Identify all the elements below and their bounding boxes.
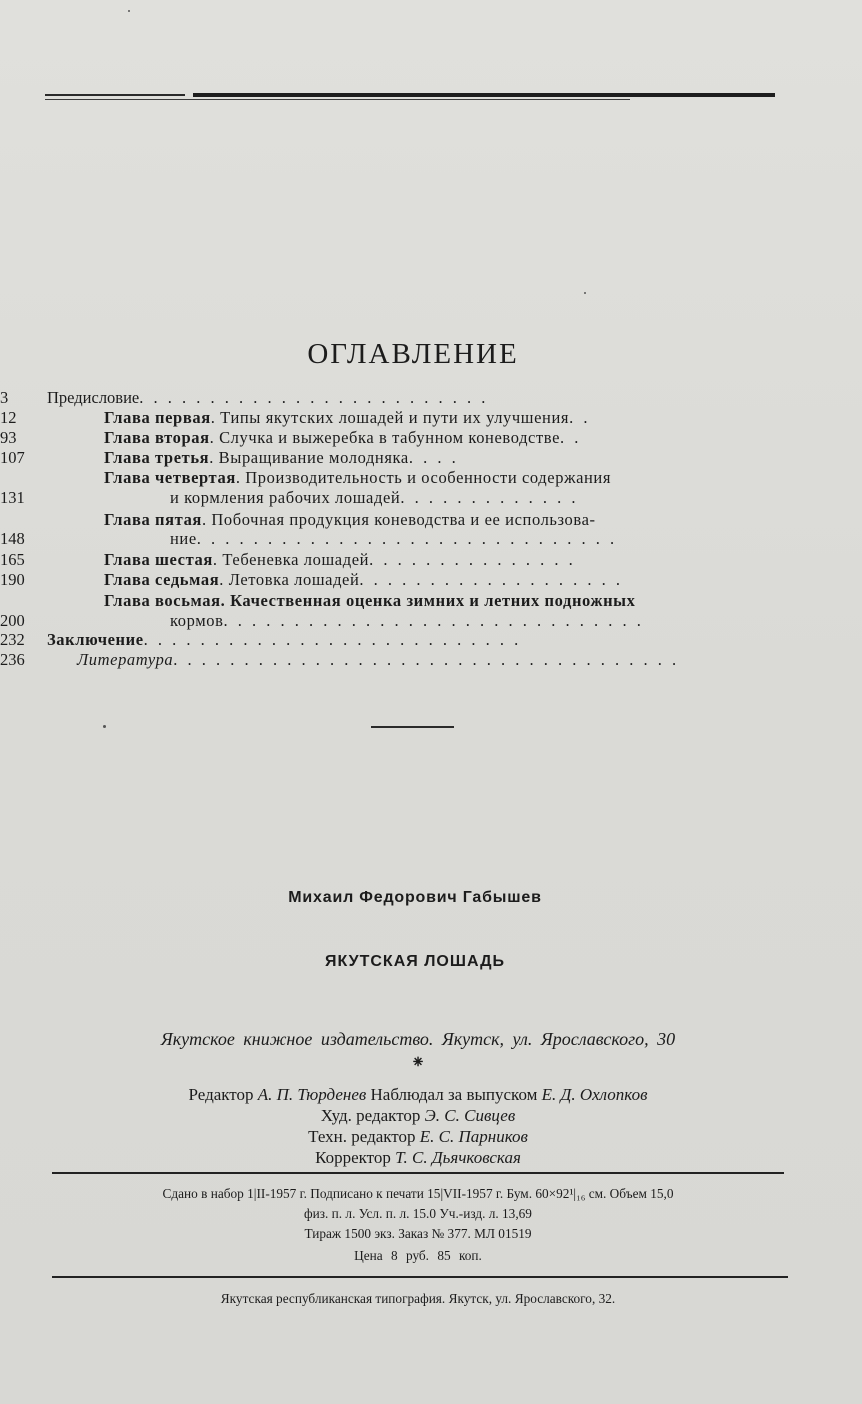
proofreader-name: Т. С. Дьячковская [395,1148,521,1167]
toc-entry: Глава вторая. Случка и выжеребка в табунном коневодстве. . [104,428,582,447]
imprint-rule-bottom [52,1276,788,1278]
supervisor-name: Е. Д. Охлопков [541,1085,648,1104]
toc-page-number: 232 [0,630,25,649]
toc-entry-label: . Побочная продукция коневодства и ее использова- [201,510,596,529]
toc-page-number: 107 [0,448,25,467]
print-details-line: Сдано в набор 1|II-1957 г. Подписано к печати 15|VII-1957 г. Бум. 60×92¹|₁₆ см. Объем 15,0 [162,1186,674,1201]
proofreader-label: Корректор [315,1148,391,1167]
price-line: Цена 8 руб. 85 коп. [354,1248,482,1263]
toc-page-number: 93 [0,428,17,447]
toc-entry-label: Предисловие [47,388,140,407]
print-details-line: физ. п. л. Усл. п. л. 15.0 Уч.-изд. л. 13,69 [304,1206,532,1221]
toc-entry: Глава третья. Выращивание молодняка. . . . [104,448,459,467]
editor-name: А. П. Тюрденев [257,1085,367,1104]
toc-entry-label: Заключение [47,630,144,649]
toc-entry-label: . Случка и выжеребка в табунном коневодстве [209,428,561,447]
toc-entry-label: . Выращивание молодняка [209,448,409,467]
tech-editor-label: Техн. редактор [308,1127,416,1146]
toc-page-number: 190 [0,570,25,589]
asterism-ornament: ⁕ [410,1052,426,1072]
toc-page-number: 148 [0,529,25,548]
paper-speck [103,725,106,728]
toc-entry [104,510,596,530]
print-details-line: Тираж 1500 экз. Заказ № 377. МЛ 01519 [304,1226,532,1241]
toc-entry-label: . Тебеневка лошадей [212,550,370,569]
paper-speck [128,10,130,12]
toc-entry: Глава седьмая. Летовка лошадей. . . . . . . . . . . . . . . . . . . [104,570,624,589]
art-editor-label: Худ. редактор [320,1106,421,1125]
supervisor-label: Наблюдал за выпуском [370,1085,538,1104]
toc-entry-label: ние [170,529,197,548]
toc-entry-label: и кормления рабочих лошадей [170,488,401,507]
toc-chapter-prefix: Глава восьмая [104,591,221,610]
toc-entry-continuation: кормов. . . . . . . . . . . . . . . . . . . . . . . . . . . . . . [170,611,644,630]
toc-entry-label: Литература [77,650,174,669]
toc-entry-continuation: и кормления рабочих лошадей. . . . . . . . . . . . . [170,488,579,507]
toc-page-number: 131 [0,488,25,507]
toc-chapter-prefix: Глава вторая [104,428,210,447]
publisher-line: Якутское книжное издательство. Якутск, ул. Ярославского, 30 [160,1029,676,1049]
toc-entry [104,468,611,488]
toc-entry: Глава шестая. Тебеневка лошадей. . . . . . . . . . . . . . . [104,550,576,569]
book-title: ЯКУТСКАЯ ЛОШАДЬ [324,953,505,970]
art-editor-name: Э. С. Сивцев [424,1106,516,1125]
toc-entry: Литература. . . . . . . . . . . . . . . . . . . . . . . . . . . . . . . . . . . . [77,650,680,669]
tech-editor-name: Е. С. Парников [419,1127,528,1146]
toc-chapter-prefix: Глава четвертая [104,468,236,487]
editor-label: Редактор [188,1085,254,1104]
author-name: Михаил Федорович Габышев [288,889,542,906]
section-divider [371,726,454,728]
toc-page-number: 3 [0,388,9,407]
toc-entry-continuation: ние. . . . . . . . . . . . . . . . . . . . . . . . . . . . . . [170,529,618,548]
toc-heading: ОГЛАВЛЕНИЕ [307,338,519,370]
toc-entry-label: . Типы якутских лошадей и пути их улучшения [210,408,570,427]
toc-page-number: 200 [0,611,25,630]
toc-page-number: 236 [0,650,25,669]
toc-entry-label: кормов [170,611,224,630]
top-decorative-rule [45,93,775,101]
toc-entry: Глава первая. Типы якутских лошадей и пути их улучшения. . [104,408,591,427]
imprint-rule-top [52,1172,784,1174]
toc-entry-label: . Качественная оценка зимних и летних подножных [220,591,636,610]
toc-chapter-prefix: Глава пятая [104,510,202,529]
toc-entry-label: . Летовка лошадей [219,570,360,589]
printer-line: Якутская республиканская типография. Якутск, ул. Ярославского, 32. [220,1291,616,1306]
toc-chapter-prefix: Глава первая [104,408,211,427]
editorial-credits [0,1084,836,1168]
toc-chapter-prefix: Глава шестая [104,550,213,569]
toc-page-number: 12 [0,408,17,427]
toc-entry-label: . Производительность и особенности содержания [235,468,612,487]
toc-chapter-prefix: Глава седьмая [104,570,220,589]
toc-entry: Предисловие. . . . . . . . . . . . . . . . . . . . . . . . . [47,388,489,407]
paper-speck [584,292,586,294]
toc-entry [104,591,636,611]
toc-entry: Заключение. . . . . . . . . . . . . . . . . . . . . . . . . . . [47,630,522,649]
toc-page-number: 165 [0,550,25,569]
toc-chapter-prefix: Глава третья [104,448,210,467]
print-details [0,1184,836,1244]
